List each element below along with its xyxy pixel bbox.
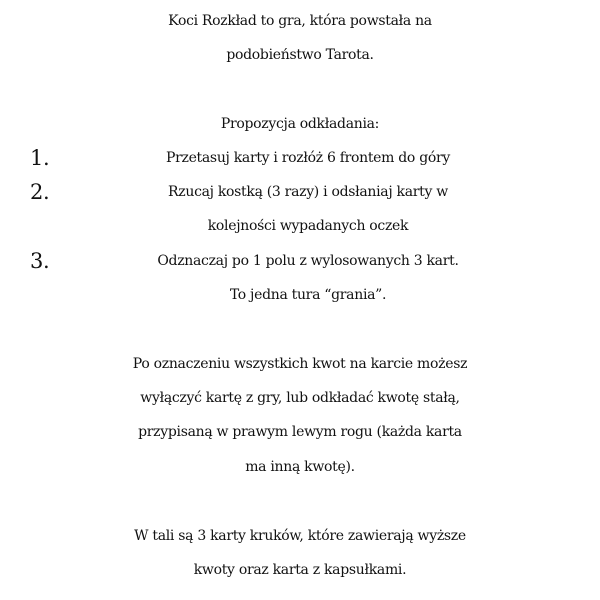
list-number-3: 3. — [30, 249, 50, 273]
paragraph-1-line-4: ma inną kwotę). — [245, 459, 355, 475]
paragraph-1-line-3: przypisaną w prawym lewym rogu (każda karta — [138, 424, 462, 440]
proposal-heading: Propozycja odkładania: — [220, 116, 380, 132]
list-item-2-line-2: kolejności wypadanych oczek — [207, 218, 409, 234]
list-number-2: 2. — [30, 180, 50, 204]
intro-line-1: Koci Rozkład to gra, która powstała na — [168, 13, 432, 29]
intro-line-2: podobieństwo Tarota. — [226, 47, 374, 63]
paragraph-2-line-1: W tali są 3 karty kruków, które zawierają wyższe — [134, 528, 466, 544]
list-item-3-line-2: To jedna tura “grania”. — [229, 287, 387, 303]
list-number-1: 1. — [30, 146, 50, 170]
list-item-3-line-1: Odznaczaj po 1 polu z wylosowanych 3 kart. — [157, 253, 459, 269]
list-item-2-line-1: Rzucaj kostką (3 razy) i odsłaniaj karty w — [168, 184, 448, 200]
paragraph-2-line-2: kwoty oraz karta z kapsułkami. — [193, 562, 407, 578]
paragraph-1-line-1: Po oznaczeniu wszystkich kwot na karcie możesz — [132, 356, 468, 372]
list-item-1-line-1: Przetasuj karty i rozłóż 6 frontem do góry — [165, 150, 450, 166]
paragraph-1-line-2: wyłączyć kartę z gry, lub odkładać kwotę stałą, — [140, 390, 460, 406]
